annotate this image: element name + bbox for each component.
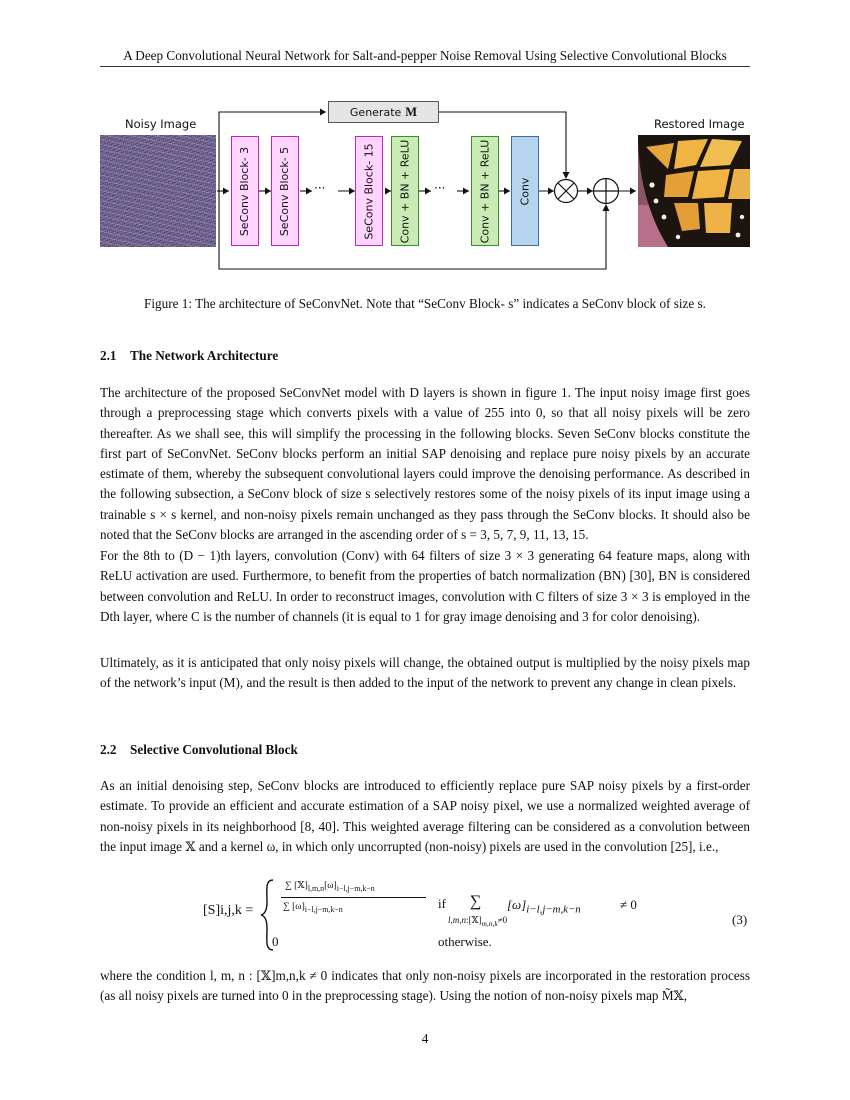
paragraph-architecture: The architecture of the proposed SeConvNet model with D layers is shown in figure 1. The input noisy image first goes through a preprocessing stage which converts pixels with a value of 255 into 0, so that all noisy pixels will be zero thereafter. As we shall see, this will simplify the processing in the following blocks. Seven SeConv blocks constitute the first part of SeConvNet. SeConv blocks perform an initial SAP denoising and replace pure noisy pixels by an accurate estimate of them, whereby the subsequent convolutional layers could improve the denoising performance. As described in the following subsection, a SeConv block of size s selectively restores some of the noisy pixels of its input image using a trainable s × s kernel, and non-noisy pixels remain unchanged as they pass through the SeConv blocks. It should also be noted that the SeConv blocks are arranged in the ascending order of s = 3, 5, 7, 9, 11, 13, 15. [100,385,750,543]
section-number: 2.1 [100,348,117,363]
numerator: ∑ $[𝕏]_{l,m,n}[\omega]_{i-l,j-m,k-n}$ [285,881,375,893]
generate-label: Generate [349,105,402,119]
conv-bn-relu-block-last [471,136,499,246]
sum-subscript: $l,m,n:[𝕏]_{m,n,k}\ne 0$ [448,915,508,928]
section-title: Selective Convolutional Block [130,742,298,757]
case1-term: $[\omega]_{i-l,j-m,k-n}$ [507,897,581,916]
running-header: A Deep Convolutional Neural Network for Salt-and-pepper Noise Removal Using Selective Convolutional Blocks [123,48,727,63]
fraction-bar [281,897,426,898]
generate-symbol: M [405,104,418,119]
conv-bn-relu-block-first [391,136,419,246]
case1-neq: ≠ 0 [620,897,637,912]
add-operator [594,179,619,204]
section-title: The Network Architecture [130,348,279,363]
block-label: SeConv Block- 3 [238,146,252,236]
generate-m-box [328,101,439,123]
paragraph-layers: For the 8th to (D − 1)th layers, convolution (Conv) with 64 filters of size 3 × 3 generating 64 feature maps, along with ReLU activation are used. Furthermore, to benefit from the properties of batch normalization (BN) [30], BN is considered between convolution and ReLU. In order to reconstruct images, convolution with C filters of size 3 × 3 is employed in the Dth layer, where C is the number of channels (it is equal to 1 for gray image denoising and 3 for color denoising). [100,548,750,624]
case1-condition: if [438,896,446,911]
denominator: ∑ $[\omega]_{i-l,j-m,k-n}$ [283,902,343,914]
equation-number: (3) [732,912,748,927]
ellipsis-1: ··· [314,181,326,195]
equation-lhs: [S]i,j,k = [203,903,254,918]
conv-block [511,136,539,246]
seconv-block-15 [355,136,383,246]
ellipsis-2: ··· [434,181,446,195]
case2-condition: otherwise. [438,934,492,949]
noisy-image-label: Noisy Image [125,117,197,131]
block-label: SeConv Block- 5 [278,146,292,236]
section-heading-2-2 [100,742,298,758]
block-label: Conv + BN + ReLU [398,139,412,243]
page-number: 4 [421,1031,429,1046]
sum-sign: ∑ [470,893,482,910]
figure-caption: Figure 1: The architecture of SeConvNet. Note that “SeConv Block- s” indicates a SeConv block of size s. [144,296,706,311]
case2-value: 0 [272,934,279,949]
seconv-block-5 [271,136,299,246]
paragraph-output: Ultimately, as it is anticipated that only noisy pixels will change, the obtained output is multiplied by the noisy pixels map of the network’s input (M), and the result is then added to the input of the network to prevent any change in clean pixels. [100,655,750,691]
restored-image-label: Restored Image [654,117,745,131]
seconv-block-3 [231,136,259,246]
paragraph-seconv-intro: As an initial denoising step, SeConv blocks are introduced to efficiently replace pure SAP noisy pixels by a first-order estimate. To provide an efficient and accurate estimation of a SAP noisy pixel, we use a normalized weighted average of non-noisy pixels in its neighborhood [8, 40]. This weighted average filtering can be considered as a convolution between the input image 𝕏 and a kernel ω, in which only uncorrupted (non-noisy) pixels are used in the convolution [25], i.e., [100,778,750,854]
block-label: SeConv Block- 15 [362,142,376,240]
block-label: Conv [518,177,532,205]
section-heading-2-1 [100,348,278,364]
figure-connectors [0,0,850,300]
multiply-operator [555,180,578,203]
section-number: 2.2 [100,742,117,757]
block-label: Conv + BN + ReLU [478,139,492,243]
paragraph-condition: where the condition l, m, n : [𝕏]m,n,k ≠ 0 indicates that only non-noisy pixels are incorporated in the restoration process (as all noisy pixels are turned into 0 in the preprocessing stage). Using the notion of non-noisy pixels map M̃𝕏, [100,968,750,1004]
